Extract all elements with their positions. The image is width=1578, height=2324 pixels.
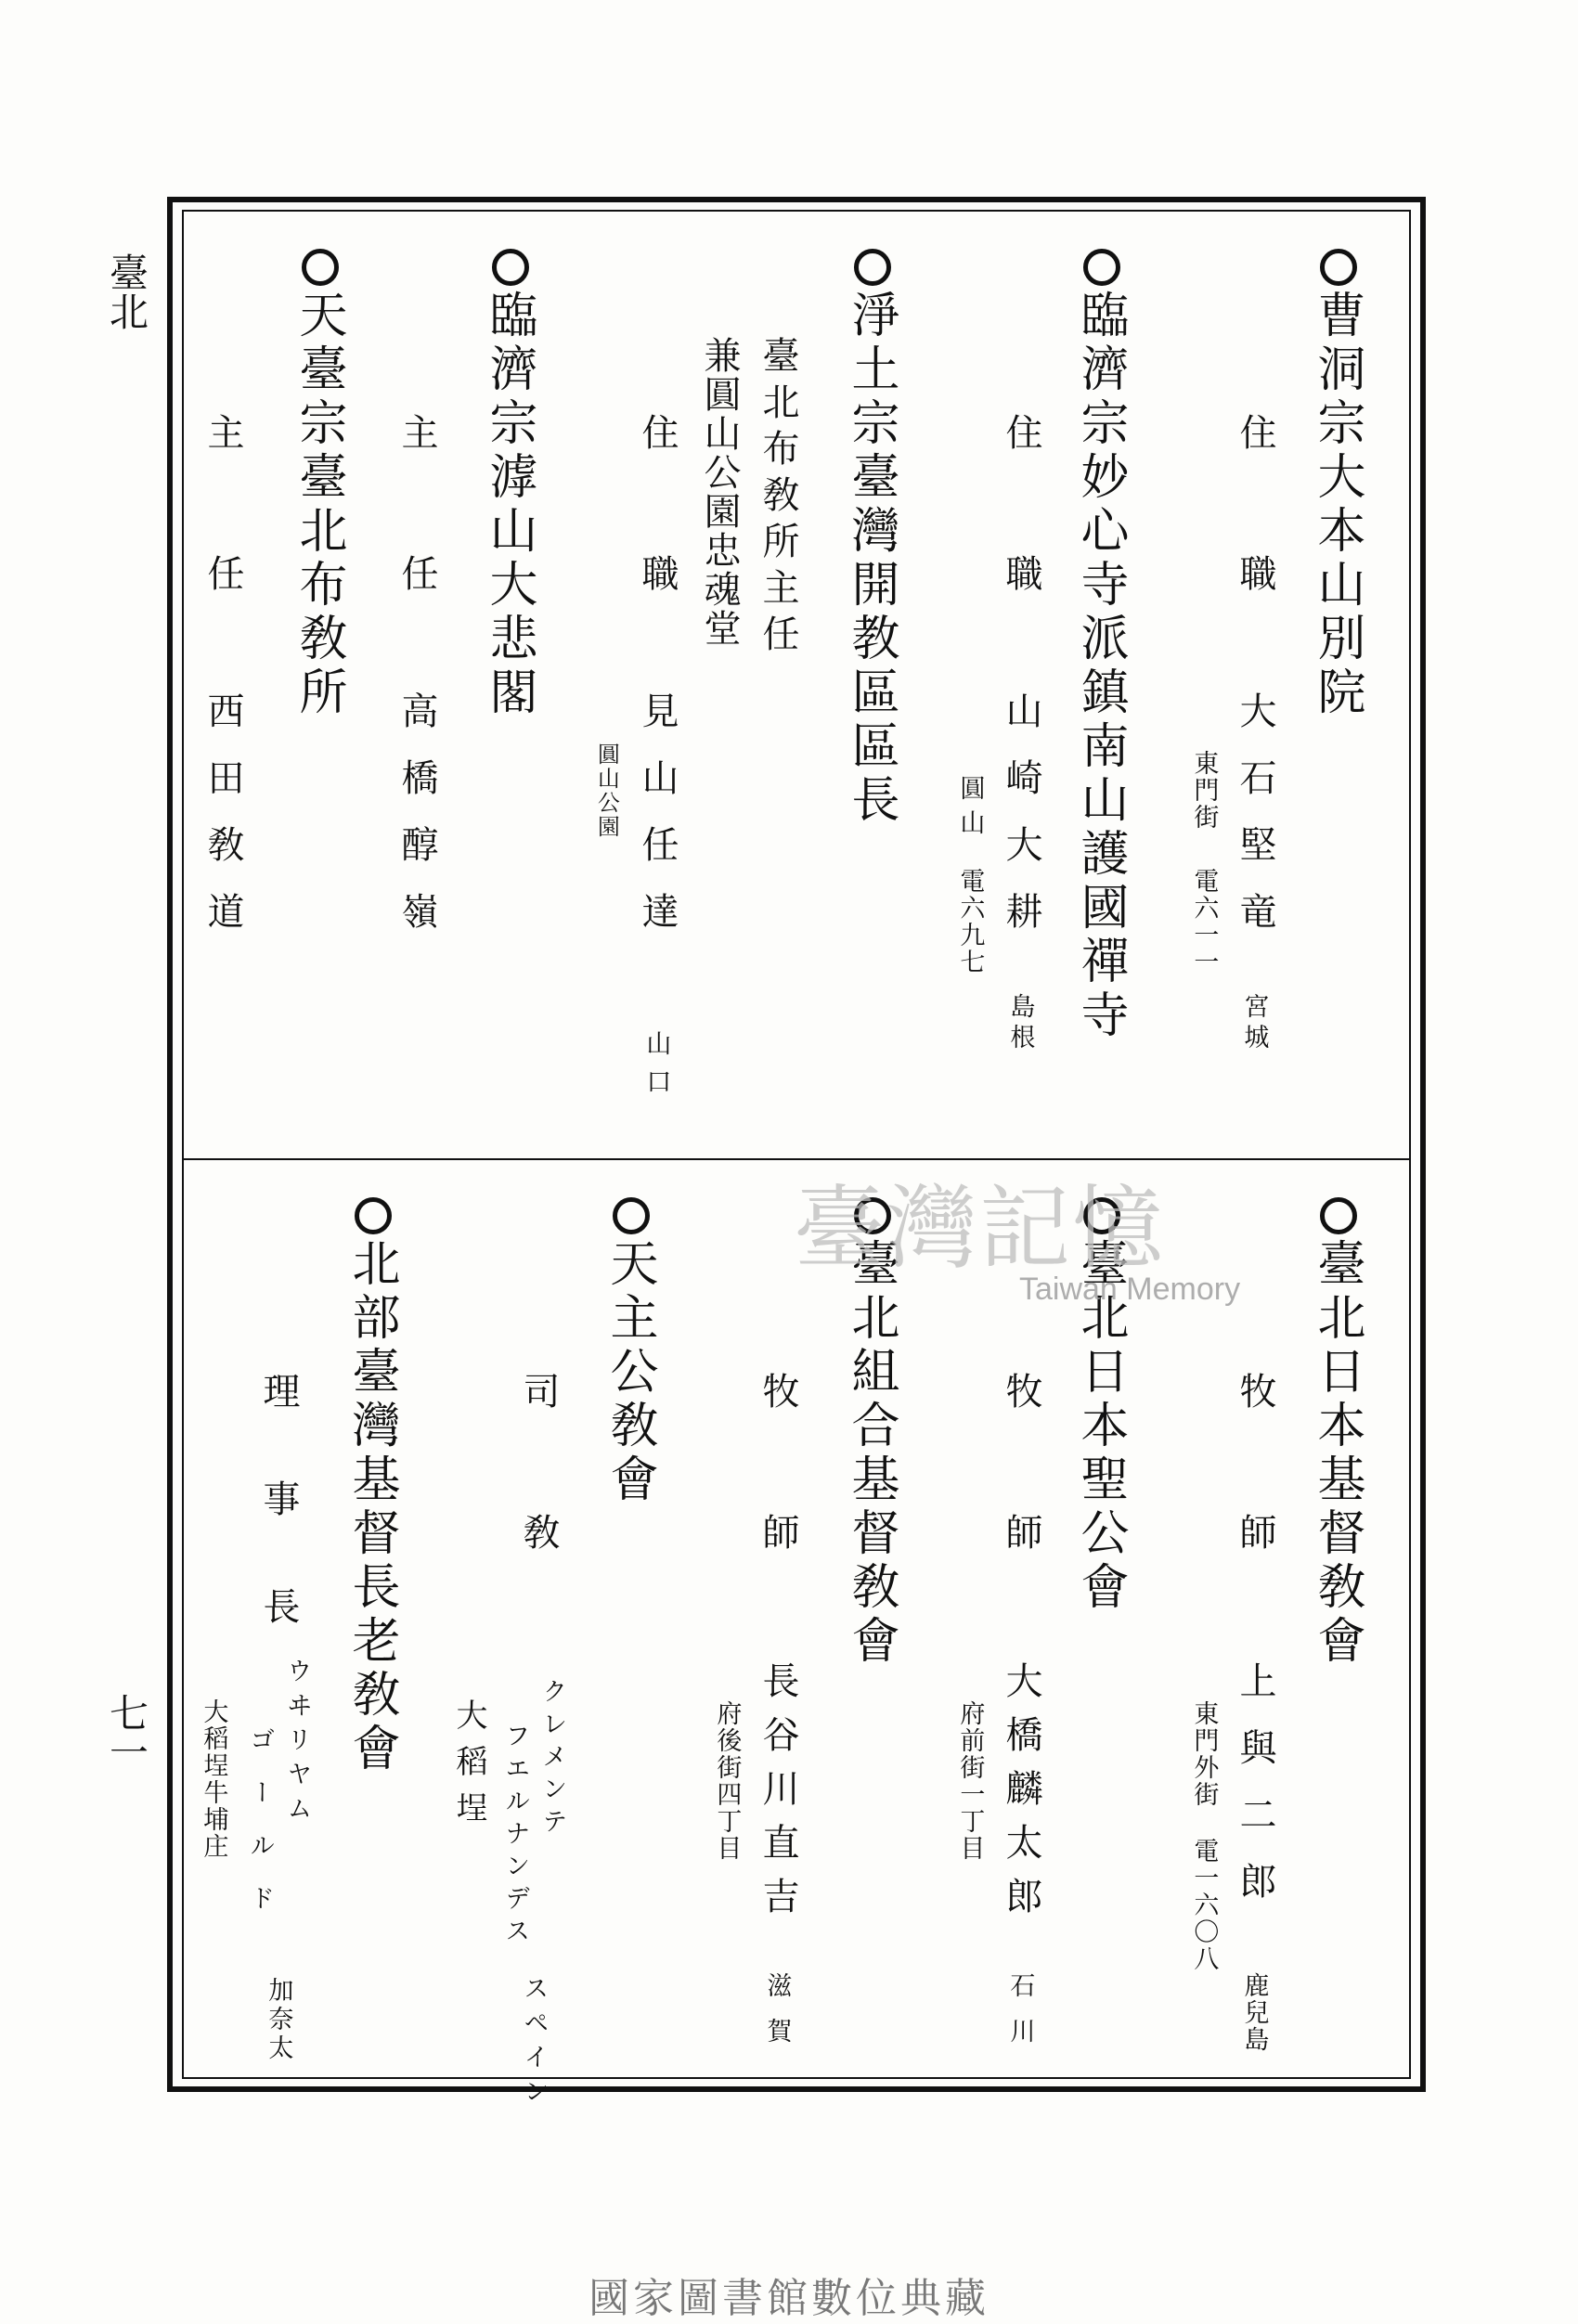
entry-address: 圓山公園 <box>593 742 620 839</box>
entry-phone: 電六九七 <box>955 868 985 975</box>
entry-address: 府前街一丁目 <box>955 1700 985 1862</box>
entry-name: 淨土宗臺灣開教區區長 <box>843 290 899 828</box>
running-head: 臺北 <box>104 252 149 330</box>
entry-name: 臺北日本基督敎會 <box>1309 1238 1365 1669</box>
entry-person-line2: フエルナンデス <box>500 1723 530 1950</box>
entry-origin: 滋賀 <box>762 1972 792 2063</box>
entry-person-line2: ゴールド <box>245 1726 275 1938</box>
entry-address: 大稻埕 <box>450 1698 487 1838</box>
entry-subtitle-2: 兼圓山公園忠魂堂 <box>698 336 741 648</box>
entry-origin: 山口 <box>641 1030 671 1106</box>
footer-credit: 國家圖書館數位典藏 <box>589 2275 989 2322</box>
entry-person: 西田敎道 <box>201 691 244 959</box>
entry-role: 理事長 <box>257 1372 300 1695</box>
entry-address: 東門外街 <box>1189 1700 1219 1808</box>
entry-role: 牧師 <box>1234 1372 1276 1654</box>
entry-origin: スペイン <box>519 1975 549 2112</box>
entry-name: 臺北組合基督敎會 <box>843 1238 899 1669</box>
entry-person: 上與二郎 <box>1234 1661 1276 1929</box>
entry-role: 主任 <box>395 413 438 695</box>
watermark-logo-caption: Taiwan Memory <box>1019 1272 1241 1307</box>
entry-bullet-icon <box>355 1197 392 1234</box>
entry-name: 臨濟宗滹山大悲閣 <box>481 290 537 720</box>
entry-name: 天主公敎會 <box>601 1238 657 1507</box>
entry-name: 曹洞宗大本山別院 <box>1309 290 1365 720</box>
entry-origin: 鹿兒島 <box>1239 1972 1269 2053</box>
entry-person: 大石堅竜 <box>1234 691 1276 959</box>
entry-role: 住職 <box>1234 413 1276 695</box>
entry-bullet-icon <box>302 249 339 286</box>
entry-phone: 電六一一 <box>1189 868 1219 975</box>
entry-origin: 加奈太 <box>264 1977 293 2063</box>
entry-name: 北部臺灣基督長老敎會 <box>343 1238 399 1776</box>
entry-origin: 島根 <box>1005 993 1035 1054</box>
entry-name: 天臺宗臺北布敎所 <box>291 290 346 720</box>
entry-role: 牧師 <box>1000 1372 1042 1654</box>
entry-address: 大稻埕牛埔庄 <box>199 1698 228 1860</box>
entry-bullet-icon <box>492 249 529 286</box>
entry-role: 住職 <box>636 413 679 695</box>
entry-person-line1: ウヰリヤム <box>282 1658 312 1829</box>
entry-role: 住職 <box>1000 413 1042 695</box>
entry-person: 高橋醇嶺 <box>395 691 438 959</box>
entry-address: 府後街四丁目 <box>712 1700 742 1862</box>
entry-person: 大橋麟太郎 <box>1000 1661 1042 1930</box>
entry-bullet-icon <box>1320 1197 1357 1234</box>
entry-role: 牧師 <box>757 1372 799 1654</box>
entry-person-line1: クレメンテ <box>537 1678 567 1840</box>
entry-bullet-icon <box>854 249 891 286</box>
page-number: 七一 <box>104 1693 149 1771</box>
entry-address: 東門街 <box>1189 750 1219 831</box>
entry-person: 山崎大耕 <box>1000 691 1042 959</box>
entry-subtitle-1: 臺北布敎所主任 <box>757 336 799 661</box>
entry-address: 圓山 <box>955 775 985 844</box>
entry-person: 長谷川直吉 <box>757 1661 799 1930</box>
entry-origin: 宮城 <box>1239 993 1269 1054</box>
entry-bullet-icon <box>613 1197 650 1234</box>
entry-name: 臨濟宗妙心寺派鎮南山護國禪寺 <box>1072 290 1128 1043</box>
entry-origin: 石川 <box>1005 1972 1035 2063</box>
entry-bullet-icon <box>1320 249 1357 286</box>
watermark-logo: 臺灣記憶 <box>794 1176 1166 1282</box>
entry-role: 司敎 <box>517 1372 560 1654</box>
entry-bullet-icon <box>1083 249 1120 286</box>
entry-person: 見山任達 <box>636 691 679 959</box>
entry-name: 臺北日本聖公會 <box>1072 1238 1128 1615</box>
entry-role: 主任 <box>201 413 244 695</box>
entry-phone: 電一六〇八 <box>1189 1838 1219 1972</box>
